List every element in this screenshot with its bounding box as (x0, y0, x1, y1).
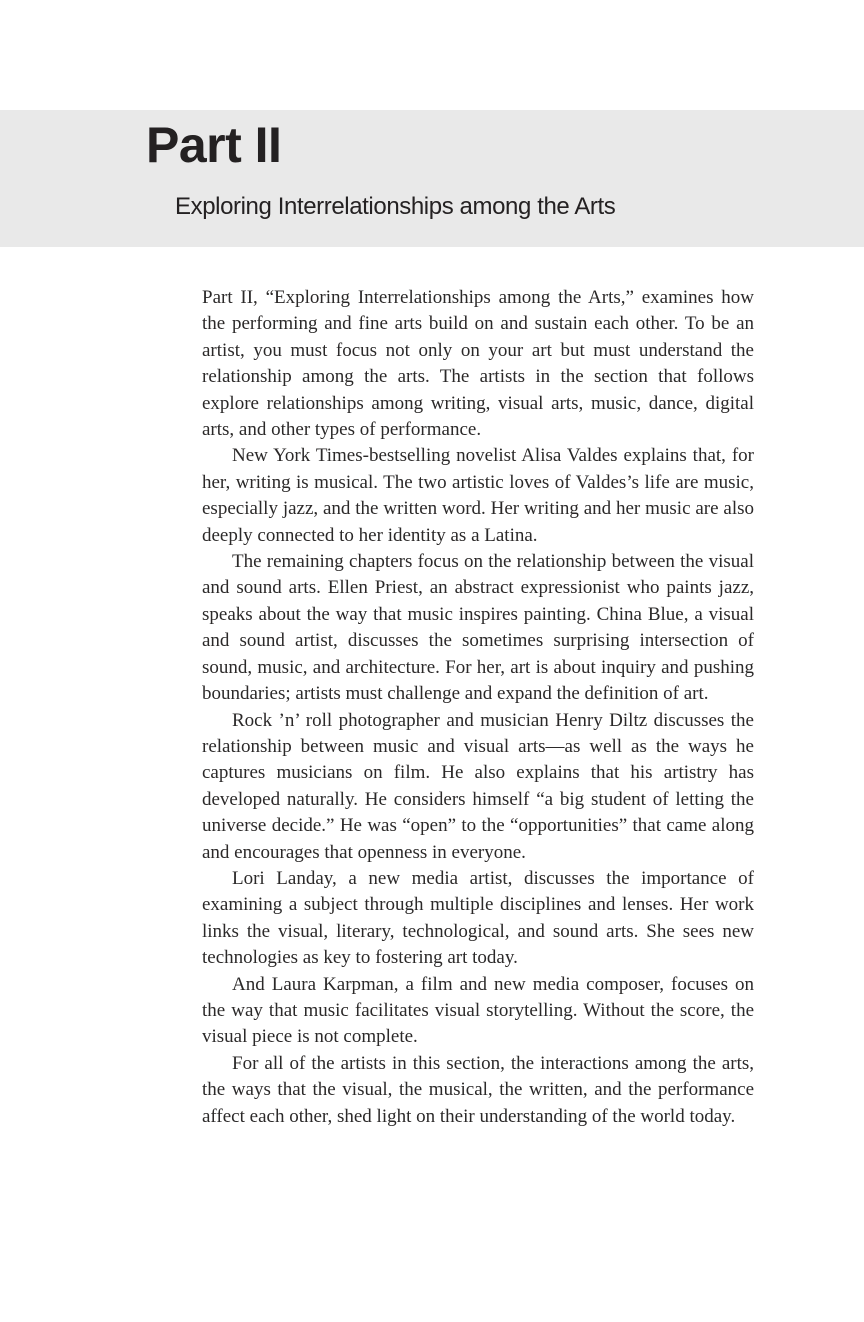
part-subtitle: Exploring Interrelationships among the Arts (175, 193, 616, 220)
paragraph-1: Part II, “Exploring Interrelationships among the Arts,” examines how the performing and fine arts build on and sustain each other. To be an artist, you must focus not only on your art but must understand the relationship among the arts. The artists in the section that follows explore relationships among writing, visual arts, music, dance, digital arts, and other types of performance. (202, 287, 754, 441)
paragraph-7: For all of the artists in this section, the interactions among the arts, the ways that the visual, the musical, the written, and the performance affect each other, shed light on their understanding of the world today. (202, 1052, 754, 1127)
paragraph-5: Lori Landay, a new media artist, discusses the importance of examining a subject through multiple disciplines and lenses. Her work links the visual, literary, technological, and sound arts. She sees new technologies as key to fostering art today. (202, 867, 754, 969)
paragraph-2: New York Times-bestselling novelist Alisa Valdes explains that, for her, writing is musical. The two artistic loves of Valdes’s life are music, especially jazz, and the written word. Her writing and her music are also deeply connected to her identity as a Latina. (202, 445, 754, 546)
part-intro-text (202, 285, 754, 1130)
part-title: Part II (146, 117, 282, 173)
paragraph-4: Rock ’n’ roll photographer and musician Henry Diltz discusses the relationship between music and visual arts—as well as the ways he captures musicians on film. He also explains that his artistry has developed naturally. He considers himself “a big student of letting the universe decide.” He was “open” to the “opportunities” that came along and encourages that openness in everyone. (202, 709, 754, 863)
paragraph-6: And Laura Karpman, a film and new media composer, focuses on the way that music facilitates visual storytelling. Without the score, the visual piece is not complete. (202, 973, 754, 1048)
paragraph-3: The remaining chapters focus on the relationship between the visual and sound arts. Ellen Priest, an abstract expressionist who paints jazz, speaks about the way that music inspires painting. China Blue, a visual and sound artist, discusses the sometimes surprising intersection of sound, music, and architecture. For her, art is about inquiry and pushing boundaries; artists must challenge and expand the definition of art. (202, 551, 754, 705)
part-header-band (0, 110, 864, 247)
